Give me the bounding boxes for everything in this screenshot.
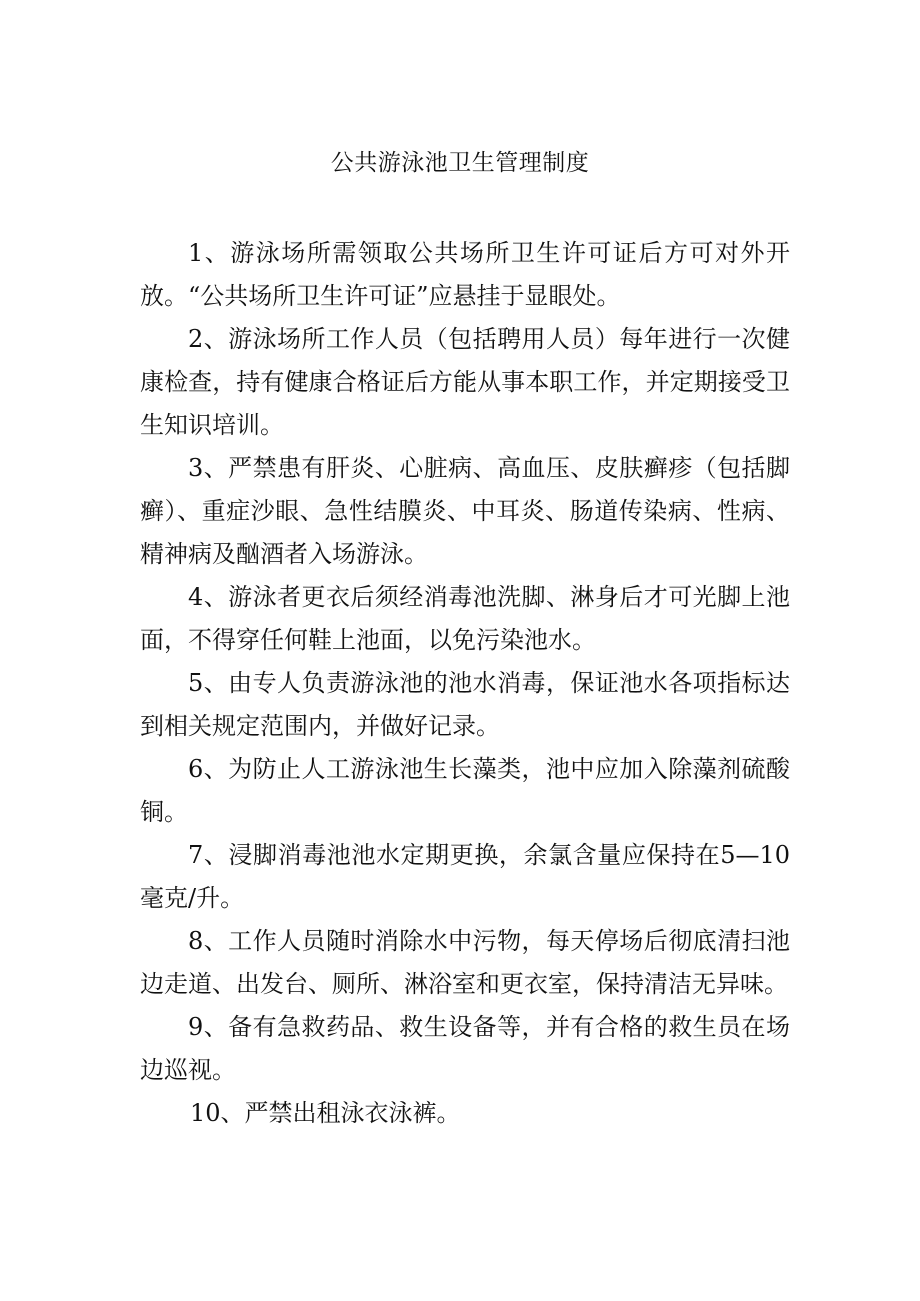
regulation-list [140, 232, 790, 1135]
regulation-item-6: 6、为防止人工游泳池生长藻类，池中应加入除藻剂硫酸铜。 [140, 755, 790, 826]
regulation-item-5: 5、由专人负责游泳池的池水消毒，保证池水各项指标达到相关规定范围内，并做好记录。 [140, 669, 790, 740]
document-title: 公共游泳池卫生管理制度 [330, 150, 590, 176]
regulation-item-4: 4、游泳者更衣后须经消毒池洗脚、淋身后才可光脚上池面，不得穿任何鞋上池面，以免污染池水。 [140, 583, 790, 654]
regulation-item-3: 3、严禁患有肝炎、心脏病、高血压、皮肤癣疹（包括脚癣）、重症沙眼、急性结膜炎、中耳炎、肠道传染病、性病、精神病及酗酒者入场游泳。 [140, 454, 790, 568]
regulation-item-9: 9、备有急救药品、救生设备等，并有合格的救生员在场边巡视。 [140, 1013, 790, 1084]
regulation-item-8: 8、工作人员随时消除水中污物，每天停场后彻底清扫池边走道、出发台、厕所、淋浴室和更衣室，保持清洁无异味。 [140, 927, 790, 998]
regulation-item-2: 2、游泳场所工作人员（包括聘用人员）每年进行一次健康检查，持有健康合格证后方能从事本职工作，并定期接受卫生知识培训。 [140, 325, 790, 439]
regulation-item-1: 1、游泳场所需领取公共场所卫生许可证后方可对外开放。“公共场所卫生许可证”应悬挂于显眼处。 [140, 239, 790, 310]
regulation-item-10: 10、严禁出租泳衣泳裤。 [190, 1099, 461, 1127]
regulation-item-7: 7、浸脚消毒池池水定期更换，余氯含量应保持在5—10毫克/升。 [140, 841, 790, 912]
